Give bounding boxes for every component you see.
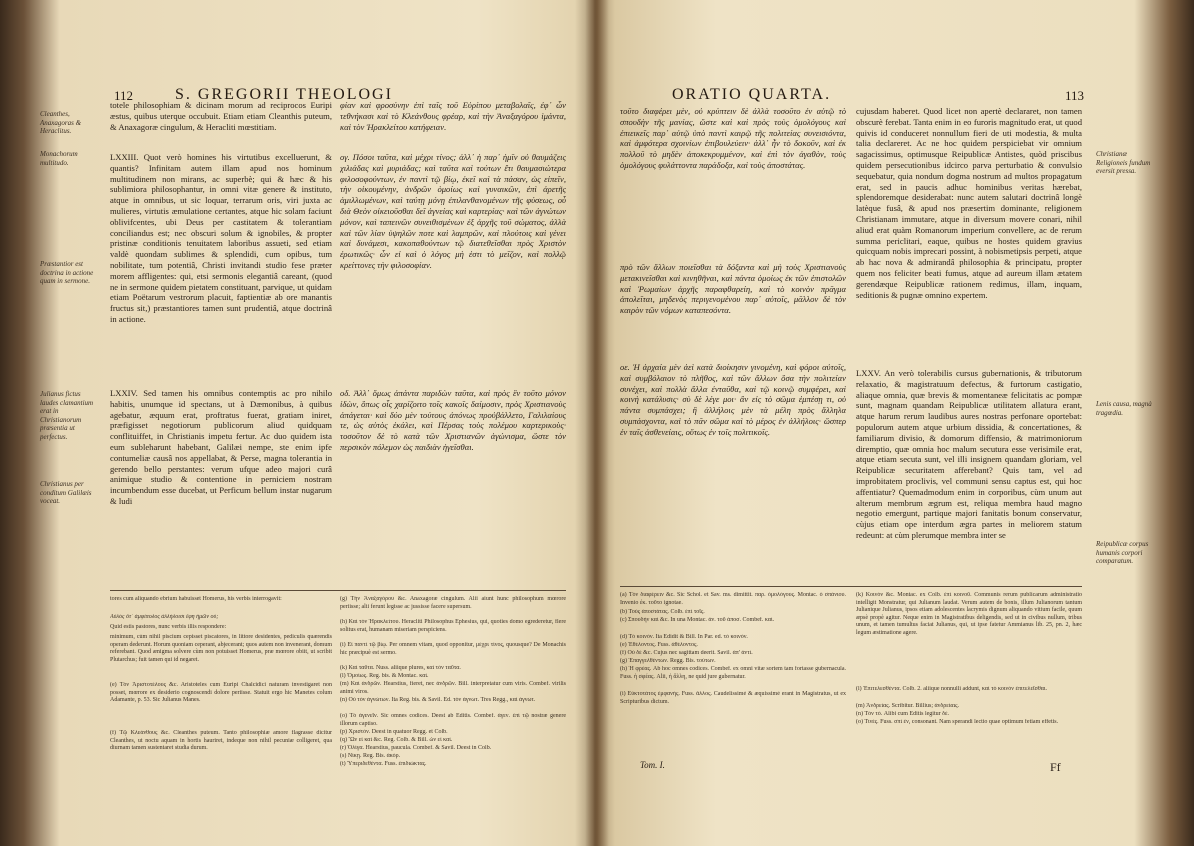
- right-signature-mark: Ff: [1050, 760, 1061, 774]
- left-footnote-9: (i) Εἰ παντὶ τῷ βίῳ. Per omnem vitam, quod opponitur, μέχρι τίνος, quousque? De Monachis hic præcipuè est sermo.: [340, 642, 566, 656]
- left-running-head: S. GREGORII THEOLOGI: [175, 86, 393, 103]
- left-margin-note-3: Præstantior est doctrina in actione quam in sermone.: [40, 260, 94, 286]
- left-page: [40, 0, 578, 846]
- right-footnote-2: (b) Τοὺς ἀποστάτας. Colb. ἐπὶ τοῖς.: [620, 609, 705, 615]
- right-footnote-14: (o) Τινὲς. Fuss. σπὶ ἐν, consonant. Nam sperandi lectio quae optimum fetiam effetis.: [856, 719, 1059, 725]
- right-volume-catchword: Tom. I.: [640, 760, 665, 770]
- right-footnote-3: (c) Σπουδὴν καὶ &c. In una Montac. ἀν. τοῦ ἀποσ. Combef. καὶ.: [620, 617, 775, 623]
- right-footnote-1: (a) Τὸν διαφέρειν &c. Sic Schol. et Sav. ms. dimittit. παρ. ὁμολόγους. Montac. ὁ σπάνιου. Invenio ἐκ. τοῦτο ignotae.: [620, 592, 846, 606]
- right-footnote-7: (g) Ἐπαγγελθέντων. Regg. Bis. τούτων.: [620, 658, 716, 664]
- right-footnote-9: (i) Εὐκτοτάτος ἐμφανὴς. Fuss. ἄλλος. Caudelissimè & æquissimè erant in Magistratus, ut ex Scripturibus dictum.: [620, 691, 846, 705]
- right-footnote-10: (k) Κοινόν &c. Montac. ex Colb. ἐπί κοινοῦ. Communis rerum publicarum administratio intelligit Monstratur, qui Julianum laudat. Verum autem de bonis, illum Julianorum tantum Julianique Julianus, ipsos etiam adolescentes lacrymis dignum aliquando vitium facile, quum æpsè propè agitur. Neque enim in Magistratibus deligendis, sed ut in civibus nullum, tribus unum, et tamen tumultus faciat Julianus, qui, ut ipse fatetur Ammianus lib. 25, pn. 2, hæc legum æstimatione agere.: [856, 592, 1082, 636]
- left-greek-para-2: ογ. Πόσοι ταῦτα, καὶ μέχρι τίνος; ἀλλ᾽ ἡ παρ᾽ ἡμῖν οὐ θαυμάζεις χιλιάδας καὶ μυριάδας; καὶ ταῦτα καὶ τούτων ἔτι θαυμασιώτερα φιλοσοφούντων, ἐν παντὶ τῷ βίῳ, ἐκεῖ καὶ τὰ πάσαν, ὡς εἰπεῖν, τὴν οἰκουμένην, ἀνδρῶν ὁμοίως καὶ γυναικῶν, ἐπὶ ἀρετῆς ἁμιλλωμένων, καὶ ταύτῃ μόνῃ ἐπιλανθανομένων τῆς φύσεως, οὗ διὰ Θεὸν οἰκειοῦσθαι δεῖ ἀγνείας καὶ καρτερίας· καὶ τῶν ἀγνώτων μόνον, καὶ ταπεινῶν συνειθισμένων ἐξ ἀρχῆς τοῦ σώματος, ἀλλὰ καὶ τῶν λίαν ὑψηλῶν ποτε καὶ λαμπρῶν, καὶ πλούτοις καὶ γένει καὶ δυνάμεσι, κακοπαθούντων τῷ διατεθεῖσθαι πρὸς Χριστὸν ἐρωτικῶς· ὧν εἰ καὶ ὁ λόγος μὴ ἐστι τὸ μεῖζον, καὶ πολλῷ κρείττονες τὴν φιλοσοφίαν.: [340, 152, 566, 270]
- left-footnote-4: minimum, cùm nihil piscium cepisset piscatores, in littore desidentes, pediculis quærendis operam dederunt. Horum quoniam ceperant, abjecerant; quos autem non invenerant, domum referebant. Quod ænigma solvere cùm non potuisset Homerus, præ mœrore obiit, ut scribit Plutarchus; fuit tamen qui id negaret.: [110, 634, 332, 663]
- left-margin-note-5: Christianus per conditum Galilæis voceat.: [40, 480, 92, 506]
- left-footnote-16: (q) Ὢν εἰ καὶ &c. Reg. Colb. & Bill. ὧν εἰ καὶ.: [340, 737, 453, 743]
- right-running-head: ORATIO QUARTA.: [672, 86, 832, 103]
- right-footnote-5: (e) Ἐθέλοντος. Fuss. ἀθέλοντος.: [620, 642, 698, 648]
- left-footnote-19: (t) Ὑπεριδεθέντα. Fuss. ἐπιδιώκτας.: [340, 761, 427, 767]
- right-greek-para-2: πρὸ τῶν ἄλλων ποιεῖσθαι τὰ δόξαντα καὶ μὴ τοὺς Χριστιανοὺς μετακινεῖσθαι καὶ κινηθῆναι, καὶ πάντα ὁμοίως ἐκ τῶν ἐπιστολῶν καὶ Ῥωμαίων ἀρχῆς παραφθαρείη, καὶ τὸ κοινὸν πρᾶγμα ἀπολεῖται, μηδενὸς περιγενομένου παρ᾽ αὐτοῖς, μᾶλλον δὲ τὸν καιρὸν τῶν νόμων καταπεσόντα.: [620, 262, 846, 316]
- right-margin-note-1: Christianæ Religioneis fundum eversit pressa.: [1096, 150, 1151, 176]
- left-footnote-17: (r) Ὀλίγα. Hearstius, paucula. Combef. & Savil. Deest in Colb.: [340, 745, 492, 751]
- left-footnote-14: (o) Τὸ ἀγενεῖν. Sic omnes codices. Deest ab Editis. Combef. ἀγεν. ἐπί τῷ nostræ genere illorum captiso.: [340, 713, 566, 727]
- right-footnote-11: (l) Ἐπιτελεσθέντα. Colb. 2. aliique nonnulli addunt, καὶ τὸ κοινὸν ἐπιτελεῖσθαι.: [856, 686, 1047, 692]
- left-greek-para-1: φίαν καὶ φροσύνην ἐπὶ ταῖς τοῦ Εὐρίπου μεταβολαῖς, ἐφ᾽ ὧν τεθνήκασι καὶ τὸ Κλεάνθους φρέαρ, καὶ τὴν Ἀναξαγόρου ἱμάντα, καὶ τὸν Ἡρακλείτου κατήφειαν.: [340, 100, 566, 132]
- right-footnote-rule: [620, 586, 1082, 587]
- right-greek-para-1: τοῦτο διαφέρει μὲν, οὐ κρύπτειν δὲ ἀλλὰ τοσοῦτο ἐν αὐτῷ τὸ σπουδὴν τῆς μανίας, ὥστε καὶ καὶ πρὸς τοὺς ὁμολόγους καὶ ἐπιεικεῖς παρ᾽ αὐτῷ ὑπὸ παντὶ καιρῷ τῆς πολιτείας συνεισιόντα, καὶ ἀμφότερα σχοινίων ἐπιβουλεύειν· ἀλλ᾽ ἦν τὸ δοκοῦν, καὶ ἐκ πολλοῦ τὸ μηδὲν ἀποκεκρυμμένον, καὶ ἐπὶ τὸν ἀγαθὸν, τοὺς ὁμολόγους φυλάττοντα παράδοξα, καὶ τοὺς ἀποστάτας.: [620, 106, 846, 170]
- right-footnote-13: (n) Τὸν τὸ. Alibi cum Editis legitur δὲ.: [856, 711, 949, 717]
- right-margin-note-3: Reipublicæ corpus humanis corpori comparatum.: [1096, 540, 1149, 566]
- left-margin-note-1: Cleanthes, Anaxagoras & Heraclitus.: [40, 110, 82, 136]
- right-greek-para-3: οε. Ἡ ἀρχαία μὲν ἀεὶ κατὰ διοίκησιν γινομένη, καὶ φόροι αὐτοῖς, καὶ συμβόλαιον τὸ πλῆθος, καὶ τῶν ἄλλων ὅσα τὴν πολιτείαν συνέχει, καὶ πολλὰ ἄλλα ἐνταῦθα, καὶ τῷ κοινῷ συμφέρει, καὶ κοινὴ κατάλυσις· σὺ δὲ λέγε μοι· ἂν εἰς τὸ σῶμα ἐμπέσῃ τι, οὐ πάντα συμπάσχει; ἢ ἀλλήλοις μὲν τὰ μέλη πρὸς ἄλληλα συμπάσχοντα, καὶ τὸ πᾶν σῶμα καὶ τὸ μέρος ἐν ἀλλήλοις· ὥσπερ ἐν ταῖς ἀσθενείαις, οὕτως ἐν τοῖς πολιτικοῖς.: [620, 362, 846, 437]
- left-footnote-6: (f) Τῷ Κλεάνθους &c. Cleanthes puteum. Tanto philosophiæ amore flagrasse dicitur Cleanthes, ut noctu aquam in hortis hauriret, indeque non nihil pecuniæ colligeret, qua diurnam tamen sustentaret studia durum.: [110, 730, 332, 752]
- left-margin-note-4: Julianus fictus laudes clamantium erat in Christianorum præsentia ut perfectus.: [40, 390, 94, 441]
- right-margin-note-2: Lenis causa, magnà tragœdia.: [1096, 400, 1152, 417]
- left-page-number: 112: [114, 88, 134, 103]
- right-page: [610, 0, 1152, 846]
- right-page-number: 113: [1065, 88, 1085, 103]
- left-footnote-18: (s) Νίκῃ. Reg. Bis. ἀκόρ.: [340, 753, 401, 759]
- right-latin-para-1: cujusdam haberet. Quod licet non apertè declararet, non tamen obscurè ferebat. Tanta enim in eo furoris magnitudo erat, ut quod quivis id conduceret nonnullum fieri de uti modestia, & multa talia declareret. Ac ne hoc quidem perspiciebat vir omnium sagacissimus, optimusque Reipublicæ Antistes, quòd priscibus quidem persecutionibus idcirco parva perturbatio & convulsio sequebatur, quia nondum dogma nostrum ad multos propagatum erat, sed in paucis adhuc hominibus veritas hærebat, splendoremque desiderabat: nunc autem salutari doctrinâ longè latèque fusâ, & apud nos præsertim dominante, religionem Christianam immutare, atque in diversum movere conari, nihil aliud erat quàm Romanorum imperium convellere, ac de rerum summa periclitari, eaque, quibus ne hostes quidem gravius quicquam nobis imprecari possint, à nobismetipsis perpeti, atque ab hac nova & admirandâ philosophia & principatu, propter quem nos feliciter beati fumus, atque ad aureum illam ætatem gerendæque Reipublicæ rationem redimus, illam, inquam, seditionis & pugnæ omnino expertem.: [856, 106, 1082, 300]
- left-footnote-15: (p) Χριστόν. Deest in quatuor Regg. et Colb.: [340, 729, 448, 735]
- left-footnote-8: (h) Καὶ τὸν Ἡρακλείτου. Heracliti Philosophus Ephesius, qui, quoties domo egrederetur, flere solitus erat, humanam miseriam perspiciens.: [340, 619, 566, 633]
- left-footnote-10: (k) Καὶ ταῦτα. Nuss. aliique plures, καὶ τὸν ταῦτα.: [340, 665, 461, 671]
- book-gutter: [575, 0, 615, 846]
- right-latin-para-2: LXXV. An verò tolerabilis cursus gubernationis, & tributorum relaxatio, & magistratuum defectus, & furtorum castigatio, aliaque omnia, quæ brevis & momentaneæ felicitatis ac pompæ sunt, magnam quandam Reipublicæ utilitatem allatura erant, atque harum rerum laudibus aures nostras perfonare oportebat: populorum autem atque urbium dissidia, & concertationes, & familiarum divisio, & domorum diffensio, & matrimoniorum diremptio, quæ omnia hoc malum secutura esse verisimile erat, atque etiam secuta sunt, vel illi insignem quandam gloriam, vel Reipublicæ securitatem afferebant? Quis tam, vel ad improbitatem proclivis, vel communi sensu captus est, qui hoc affentiatur? Quemadmodum enim in corporibus, cùm unum aut alterum membrum ægrum est, reliqua membra haud magno negotio emergunt, partique majori fanitatis bonum conservatur, cùjus etiam ope interdum ægra partes in meliorem statum redeunt: at cùm plerumque membra inter se: [856, 368, 1082, 540]
- left-latin-para-2: LXXIII. Quot verò homines his virtutibus excelluerunt, & quantis? Infinitam autem illam apud nos hominum multitudinem non mirans, ac superbè; qui & hæc & his sublimiora philosophantur, in omni vitæ genere & instituto, atque in omnibus, ut sic loquar, terrarum oris, viri juxta ac mulieres, virtutis æmulatione certantes, atque hic solam faciunt oblivifcentes, ubi Deus per castitatem & tolerantiam conciliandus est; nec obscuri solum & ignobiles, & propter pristinæ conditionis tenuitatem laboribus assueti, sed etiam valdè quondam sublimes & splendidi, cum opibus, tum nobilitate, tum potentiâ, Christi invitandi studio fese præter morem affligentes: qui, etsi sermonis elegantiâ careant, (quod ne in sermone quidem pietatem constituant, parvique, ut quidam etiam Poëtarum vestrorum placuit, faptientiæ ab ore manantis fructus sit,) præstantiores tamen sunt prudentiâ, atque doctrinâ in actione.: [110, 152, 332, 324]
- left-footnote-11: (l) Ὁμοίως. Reg. bis. & Montac. καὶ.: [340, 673, 429, 679]
- left-footnote-13: (n) Οὐ τὸν ἀγνώτων. Ita Reg. bis. & Savil. Ed. τὸν ἀγνωτ. Tres Regg., καὶ ἀγνωτ.: [340, 697, 536, 703]
- left-footnote-rule: [110, 590, 566, 591]
- right-footnote-12: (m) Ἀνδρείας. Scribitur. Billius; ἀνδρείαις.: [856, 703, 959, 709]
- right-footnote-6: (f) Οὐ δὲ &c. Cujus nec sagittam deerit. Savil. ἀπ' ἀντί.: [620, 650, 753, 656]
- left-footnote-2: Αὐλὸς ὅτ᾽ ἀμφίπολος ἀλλήλοισι ἔφη ἡμῶν οὐ;: [110, 614, 219, 620]
- left-footnote-12: (m) Καὶ ἀνδρῶν. Hearstius, fieret, nec ἀνδρῶν. Bill. interpretatur cum viris. Combef. virilis animi viros.: [340, 681, 566, 695]
- left-greek-para-3: οδ. Ἀλλ᾽ ὅμως ἀπάντα παριδὼν ταῦτα, καὶ πρὸς ἓν τοῦτο μόνον ἰδὼν, ὅπως οἷς χαρίζοιτο τοῖς κακοῖς δαίμοσιν, πρὸς Χριστιανοὺς ἀπάγεται· καὶ δύο μὲν τούτους ἀπόνως προὐβάλλετο, Γαλιλαίους τε, ὡς αὐτὸς ἐκάλει, καὶ Πέρσας τοὺς πολέμου καρτερικοὺς· τοσοῦτον δὲ τὸ κατὰ τῶν Χριστιανῶν ἀγώνισμα, ὥστε τὸν περσικὸν πόλεμον ὡς παιδιὰν ἡγεῖσθαι.: [340, 388, 566, 452]
- left-footnote-5: (e) Τὸν Ἀριστοτέλους &c. Aristoteles cum Euripi Chalcidici naturam investigaret non posset, mœrore ex desiderio cognoscendi dolore periisse. Statuit ergo hic Manetes colum Adamante, p. 53. Sic Julianus Manes.: [110, 682, 332, 704]
- left-latin-para-3: LXXIV. Sed tamen his omnibus contemptis ac pro nihilo habitis, unumque id spectans, ut à Dæmonibus, à quibus agebatur, æquum erat, proftratus fuerat, gratiam iniret, præfigisset negotiorum publicorum aliud quidquam conflituiffet, in Christianis impetu fertur. Ac duo quidem ista eum subleharunt habebant, Galilæi nempe, ste enim ipfe contumeliæ causâ nos appellabat, & Perse, magna tolerantia in gerendo bello perstantes: verum ufque adeo majori curâ animique studio & contentione in perniciem nostram incumbendum esse ducebat, ut Perficum bellum instar nugarum & ludi: [110, 388, 332, 506]
- right-footnote-8: (h) Ἡ φρέας. Ab hoc omnes codices. Combef. ex omni vitæ sortem tam fortasse gubernacula. Fuss. ἡ σφέας. Alii, ἡ ἄλλη, ne quid jure gubernatur.: [620, 666, 846, 680]
- right-footnote-4: (d) Τὸ κοινὸν. Ita Edidit & Bill. In Par. ed. τὸ κοινόν.: [620, 634, 748, 640]
- left-footnote-1: tores cum aliquando ebrium habuisset Homerus, his verbis interrogavit:: [110, 596, 282, 602]
- left-latin-para-1: totele philosophiam & dicinam morum ad reciprocos Euripi æstus, quibus uterque occubuit. Etiam etiam Cleanthis puteum, & Anaxagoræ cingulum, & Heracliti mœstitiam.: [110, 100, 332, 132]
- left-footnote-7: (g) Τὴν Ἀναξαγόρου &c. Anaxagoræ cingulum. Alii aiunt hunc philosophum mœrore periisse; alii ferunt legisse ac jussisse facere supersum.: [340, 596, 566, 610]
- left-footnote-3: Quid estis pastores, nunc verbis illis respondere:: [110, 624, 227, 630]
- left-margin-note-2: Monachorum multitudo.: [40, 150, 78, 167]
